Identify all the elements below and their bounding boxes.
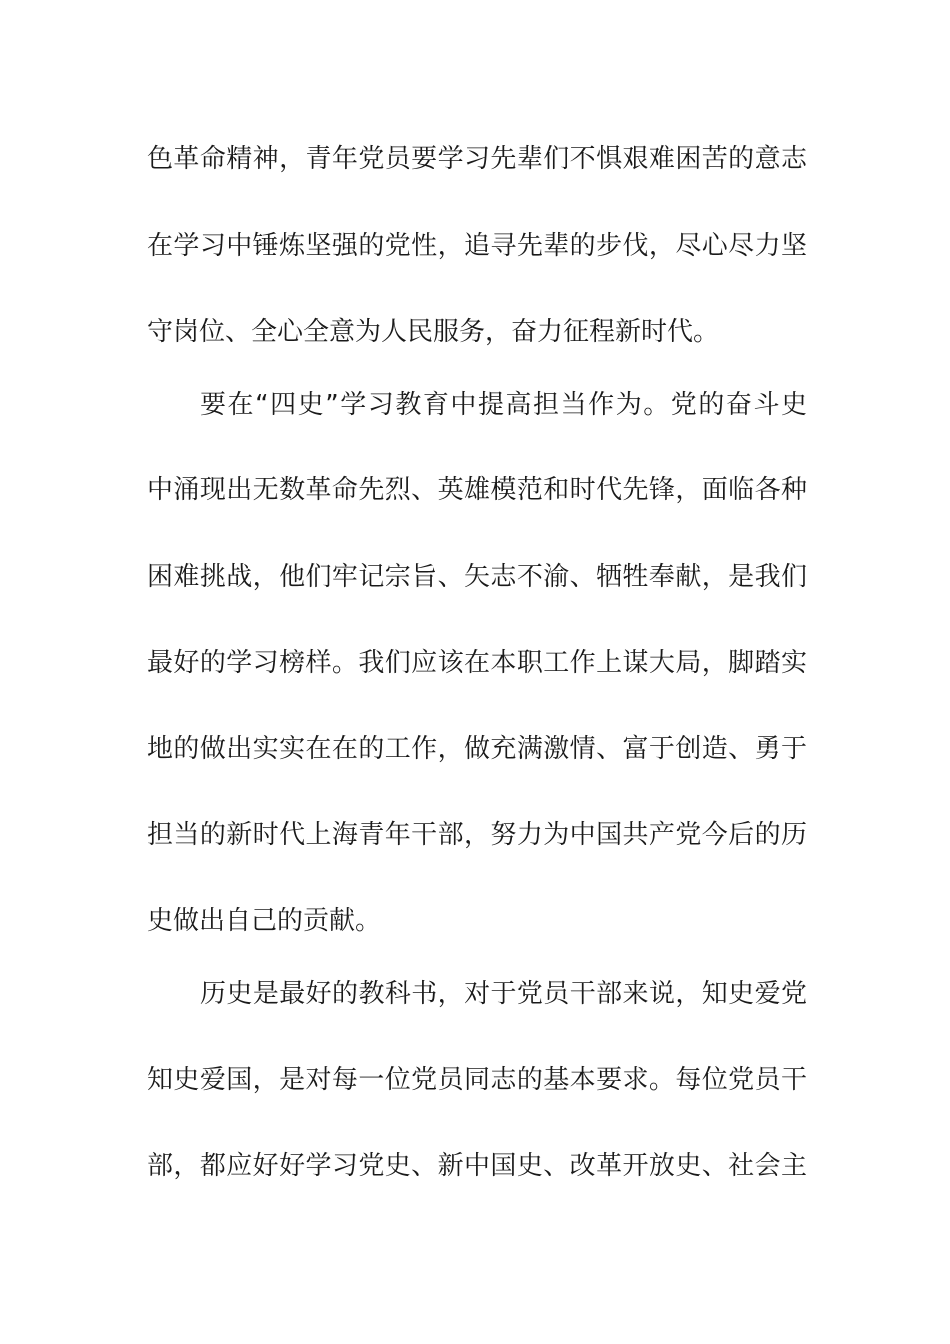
text-line: 困难挑战，他们牢记宗旨、矢志不渝、牺牲奉献，是我们 [147,562,807,592]
text-line: 色革命精神，青年党员要学习先辈们不惧艰难困苦的意志 [147,144,807,174]
text-line: 担当的新时代上海青年干部，努力为中国共产党今后的历 [147,820,807,850]
text-line: 知史爱国，是对每一位党员同志的基本要求。每位党员干 [147,1065,807,1095]
paragraph-first-line: 要在“四史”学习教育中提高担当作为。党的奋斗史 [200,390,807,420]
paragraph-first-line: 历史是最好的教科书，对于党员干部来说，知史爱党 [200,979,807,1009]
text-line: 最好的学习榜样。我们应该在本职工作上谋大局，脚踏实 [147,648,807,678]
text-line: 部，都应好好学习党史、新中国史、改革开放史、社会主 [147,1151,807,1181]
text-line: 守岗位、全心全意为人民服务，奋力征程新时代。 [147,317,720,347]
text-line: 地的做出实实在在的工作，做充满激情、富于创造、勇于 [147,734,807,764]
text-line: 史做出自己的贡献。 [147,906,382,936]
text-line: 在学习中锤炼坚强的党性，追寻先辈的步伐，尽心尽力坚 [147,231,807,261]
text-line: 中涌现出无数革命先烈、英雄模范和时代先锋，面临各种 [147,475,807,505]
